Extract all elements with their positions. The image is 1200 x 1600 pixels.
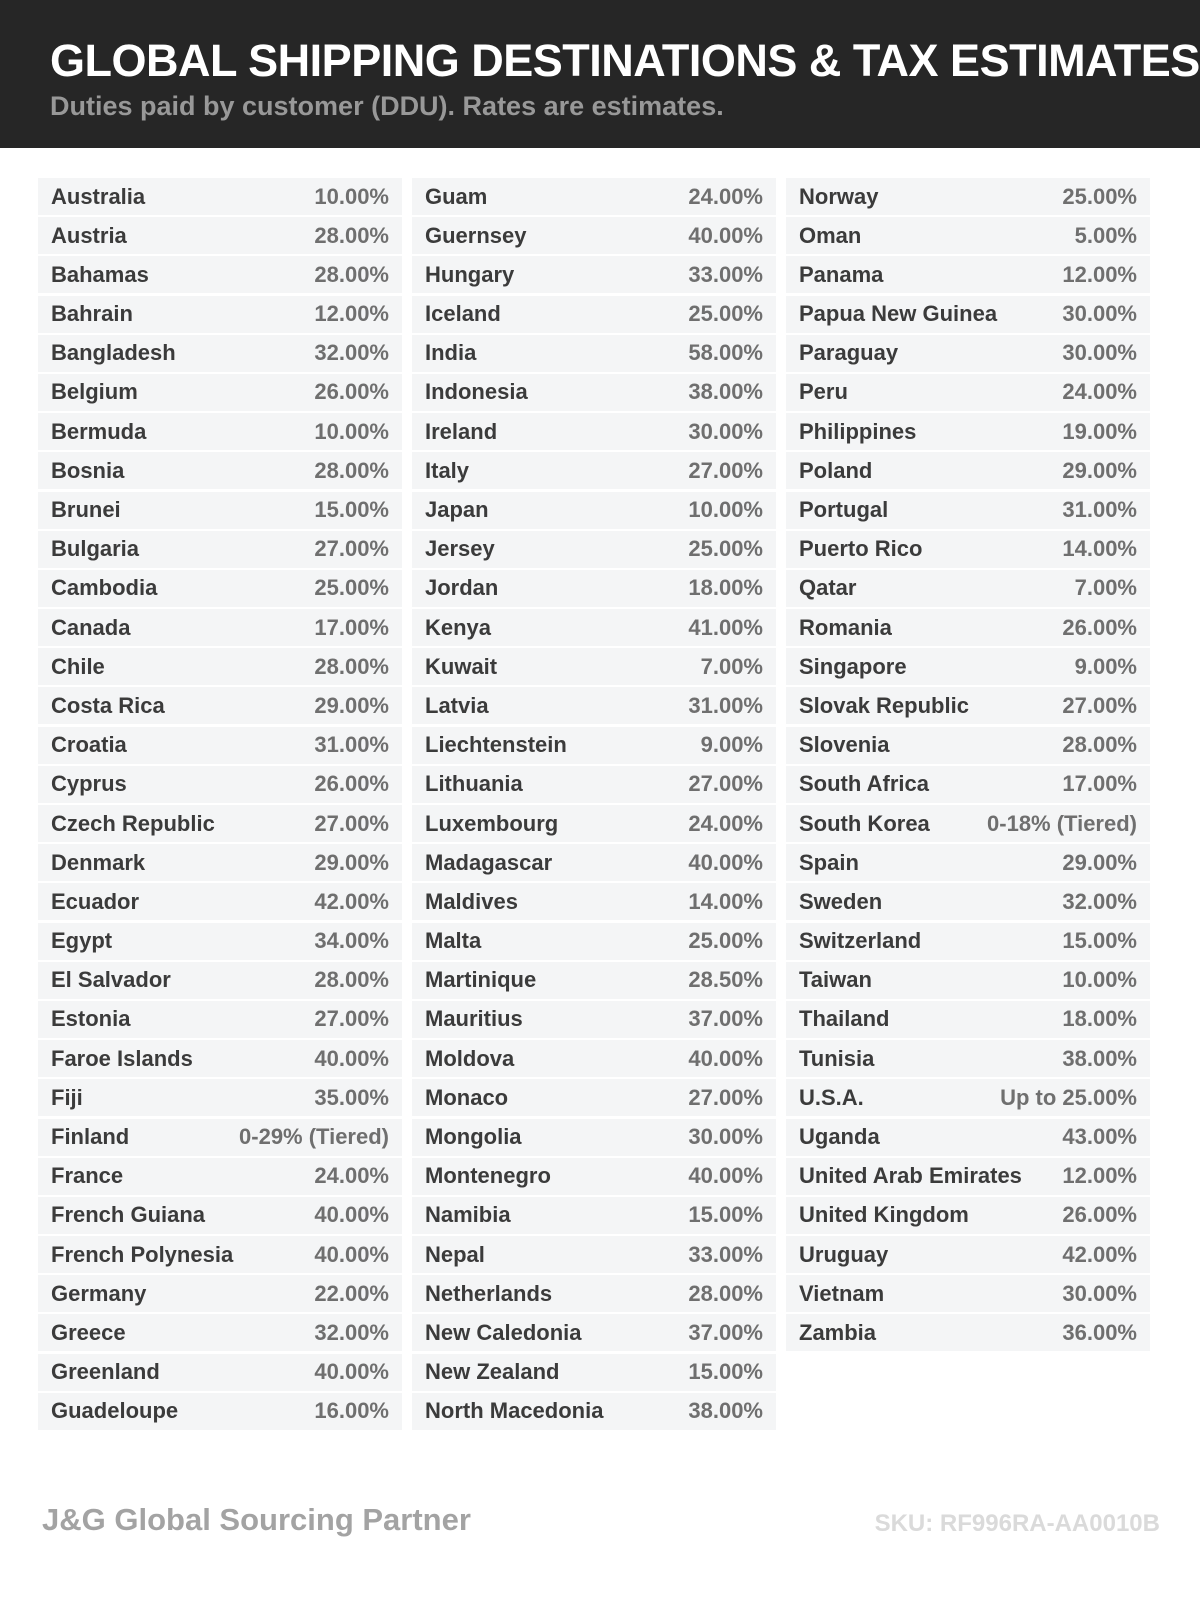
table-row xyxy=(786,609,1150,646)
country-name: Finland xyxy=(51,1124,130,1149)
table-row xyxy=(786,844,1150,881)
country-name: Tunisia xyxy=(799,1045,875,1071)
country-name: Netherlands xyxy=(425,1280,553,1306)
rate-value: 30.00% xyxy=(1062,301,1137,327)
country-name: Vietnam xyxy=(799,1280,885,1306)
rate-value: 27.00% xyxy=(314,536,389,562)
country-name: Norway xyxy=(799,183,879,209)
rate-value: 38.00% xyxy=(1062,1045,1137,1071)
rate-value: 26.00% xyxy=(1062,614,1137,640)
country-name: Hungary xyxy=(425,261,515,287)
rate-value: 10.00% xyxy=(1062,967,1137,993)
table-row xyxy=(412,1393,776,1430)
table-row xyxy=(38,687,402,724)
rate-value: 33.00% xyxy=(688,1241,763,1267)
country-name: Martinique xyxy=(425,967,537,993)
rate-value: 25.00% xyxy=(1062,183,1137,209)
table-row xyxy=(412,962,776,999)
rate-value: 27.00% xyxy=(314,1006,389,1032)
country-name: Greenland xyxy=(51,1359,160,1385)
country-name: French Polynesia xyxy=(51,1241,234,1267)
rate-value: 25.00% xyxy=(688,301,763,327)
country-name: Jordan xyxy=(425,575,499,601)
rate-value: 24.00% xyxy=(688,183,763,209)
table-row xyxy=(38,296,402,333)
table-row xyxy=(412,335,776,372)
rate-value: 15.00% xyxy=(314,497,389,522)
rate-value: 28.00% xyxy=(314,457,389,483)
country-name: Fiji xyxy=(51,1084,83,1110)
rate-value: 34.00% xyxy=(314,928,389,954)
country-name: Slovenia xyxy=(799,732,890,758)
rate-value: 41.00% xyxy=(688,614,763,640)
rates-column-3 xyxy=(786,178,1150,1432)
table-row xyxy=(786,570,1150,607)
table-row xyxy=(412,844,776,881)
table-row xyxy=(38,1354,402,1391)
table-row xyxy=(412,1079,776,1116)
country-name: Denmark xyxy=(51,849,146,875)
country-name: Singapore xyxy=(799,653,907,679)
country-name: Uganda xyxy=(799,1124,880,1149)
country-name: Bangladesh xyxy=(51,340,176,366)
rate-value: 31.00% xyxy=(314,732,389,758)
table-row xyxy=(412,1354,776,1391)
country-name: Guernsey xyxy=(425,222,527,248)
country-name: Estonia xyxy=(51,1006,131,1032)
table-row xyxy=(38,374,402,411)
country-name: Papua New Guinea xyxy=(799,301,998,327)
country-name: Slovak Republic xyxy=(799,692,969,718)
table-row xyxy=(786,296,1150,333)
sku-label: SKU: RF996RA-AA0010B xyxy=(874,1510,1160,1537)
country-name: Switzerland xyxy=(799,928,922,954)
rate-value: 26.00% xyxy=(314,771,389,797)
table-row xyxy=(786,413,1150,450)
rate-value: 12.00% xyxy=(1062,261,1137,287)
rate-value: 32.00% xyxy=(1062,888,1137,914)
brand-name: J&G Global Sourcing Partner xyxy=(42,1502,471,1537)
country-name: South Korea xyxy=(799,810,930,836)
country-name: Qatar xyxy=(799,575,857,601)
country-name: Nepal xyxy=(425,1241,485,1267)
table-row xyxy=(412,727,776,764)
rate-value: 42.00% xyxy=(1062,1241,1137,1267)
country-name: Poland xyxy=(799,457,873,483)
table-row xyxy=(412,1314,776,1351)
rate-value: 32.00% xyxy=(314,1319,389,1345)
table-row xyxy=(412,687,776,724)
table-row xyxy=(412,648,776,685)
country-name: Panama xyxy=(799,261,884,287)
country-name: Maldives xyxy=(425,888,518,914)
country-name: India xyxy=(425,340,477,366)
rate-value: 25.00% xyxy=(688,928,763,954)
table-row xyxy=(38,962,402,999)
rate-value: 40.00% xyxy=(314,1359,389,1385)
rate-value: 14.00% xyxy=(1062,536,1137,562)
rates-column-1 xyxy=(38,178,402,1432)
country-name: Germany xyxy=(51,1280,147,1306)
rate-value: 24.00% xyxy=(688,810,763,836)
rate-value: 28.50% xyxy=(688,967,763,993)
country-name: Montenegro xyxy=(425,1163,551,1189)
table-row xyxy=(412,296,776,333)
table-row xyxy=(38,1158,402,1195)
rate-value: 29.00% xyxy=(314,692,389,718)
rate-value: 28.00% xyxy=(314,222,389,248)
rate-value: 9.00% xyxy=(1074,653,1137,679)
rate-value: 25.00% xyxy=(314,575,389,601)
country-name: Kuwait xyxy=(425,653,498,679)
rate-value: 0-29% (Tiered) xyxy=(239,1124,389,1149)
table-row xyxy=(38,452,402,489)
rate-value: 27.00% xyxy=(314,810,389,836)
table-row xyxy=(412,609,776,646)
rate-value: 10.00% xyxy=(314,183,389,209)
table-row xyxy=(786,1040,1150,1077)
rate-value: 58.00% xyxy=(688,340,763,366)
country-name: Guam xyxy=(425,183,488,209)
country-name: Zambia xyxy=(799,1319,877,1345)
country-name: Bermuda xyxy=(51,418,147,444)
rate-value: 28.00% xyxy=(314,653,389,679)
rate-value: 17.00% xyxy=(314,614,389,640)
rates-table xyxy=(38,178,1150,1432)
table-row xyxy=(412,413,776,450)
table-row xyxy=(412,452,776,489)
country-name: Spain xyxy=(799,849,859,875)
country-name: French Guiana xyxy=(51,1202,206,1228)
table-row xyxy=(786,1001,1150,1038)
country-name: Ecuador xyxy=(51,888,140,914)
table-row xyxy=(38,1314,402,1351)
rate-value: 40.00% xyxy=(688,222,763,248)
rates-column-2 xyxy=(412,178,776,1432)
country-name: Lithuania xyxy=(425,771,523,797)
rate-value: 29.00% xyxy=(1062,457,1137,483)
table-row xyxy=(786,883,1150,920)
rate-value: 25.00% xyxy=(688,536,763,562)
country-name: United Arab Emirates xyxy=(799,1163,1022,1189)
rate-value: 40.00% xyxy=(688,849,763,875)
rate-value: 37.00% xyxy=(688,1006,763,1032)
country-name: Kenya xyxy=(425,614,492,640)
country-name: Japan xyxy=(425,497,489,522)
table-row xyxy=(412,531,776,568)
rate-value: 28.00% xyxy=(314,967,389,993)
table-row xyxy=(412,217,776,254)
rate-value: 38.00% xyxy=(688,1398,763,1424)
rate-value: 7.00% xyxy=(1074,575,1137,601)
table-row xyxy=(38,335,402,372)
table-row xyxy=(412,1040,776,1077)
country-name: Belgium xyxy=(51,379,138,405)
country-name: Oman xyxy=(799,222,862,248)
country-name: Latvia xyxy=(425,692,489,718)
rate-value: 14.00% xyxy=(688,888,763,914)
rate-value: 40.00% xyxy=(314,1241,389,1267)
rate-value: 26.00% xyxy=(1062,1202,1137,1228)
country-name: Chile xyxy=(51,653,105,679)
country-name: Canada xyxy=(51,614,131,640)
table-row xyxy=(786,962,1150,999)
country-name: France xyxy=(51,1163,124,1189)
country-name: Bosnia xyxy=(51,457,125,483)
country-name: Bahrain xyxy=(51,301,133,327)
country-name: Cambodia xyxy=(51,575,158,601)
country-name: Peru xyxy=(799,379,848,405)
table-row xyxy=(412,1197,776,1234)
table-row xyxy=(786,1275,1150,1312)
table-row xyxy=(412,374,776,411)
rate-value: 36.00% xyxy=(1062,1319,1137,1345)
rate-value: 10.00% xyxy=(314,418,389,444)
country-name: Bahamas xyxy=(51,261,149,287)
table-row xyxy=(38,1393,402,1430)
rate-value: 27.00% xyxy=(688,771,763,797)
rate-value: 19.00% xyxy=(1062,418,1137,444)
rate-value: 15.00% xyxy=(688,1202,763,1228)
rate-value: 10.00% xyxy=(688,497,763,522)
table-row xyxy=(38,492,402,529)
rate-value: 24.00% xyxy=(314,1163,389,1189)
rate-value: 29.00% xyxy=(314,849,389,875)
table-row xyxy=(412,1119,776,1156)
country-name: Romania xyxy=(799,614,892,640)
country-name: Sweden xyxy=(799,888,883,914)
rate-value: 28.00% xyxy=(1062,732,1137,758)
country-name: Portugal xyxy=(799,497,889,522)
table-row xyxy=(38,805,402,842)
table-row xyxy=(38,1236,402,1273)
rate-value: 16.00% xyxy=(314,1398,389,1424)
table-row xyxy=(38,1079,402,1116)
country-name: Brunei xyxy=(51,497,121,522)
rate-value: 30.00% xyxy=(688,418,763,444)
country-name: Indonesia xyxy=(425,379,528,405)
rate-value: 30.00% xyxy=(1062,1280,1137,1306)
country-name: Jersey xyxy=(425,536,495,562)
table-row xyxy=(38,727,402,764)
country-name: Italy xyxy=(425,457,470,483)
table-row xyxy=(38,1119,402,1156)
table-row xyxy=(38,1040,402,1077)
country-name: New Zealand xyxy=(425,1359,560,1385)
page-title: GLOBAL SHIPPING DESTINATIONS & TAX ESTIMATES xyxy=(50,35,1200,86)
table-row xyxy=(786,1119,1150,1156)
table-row xyxy=(412,1158,776,1195)
country-name: Faroe Islands xyxy=(51,1045,193,1071)
country-name: Luxembourg xyxy=(425,810,559,836)
table-row xyxy=(412,883,776,920)
country-name: Guadeloupe xyxy=(51,1398,179,1424)
country-name: Puerto Rico xyxy=(799,536,923,562)
table-row xyxy=(38,766,402,803)
country-name: Australia xyxy=(51,183,146,209)
table-row xyxy=(786,1197,1150,1234)
table-row xyxy=(786,923,1150,960)
rate-value: 18.00% xyxy=(688,575,763,601)
rate-value: 30.00% xyxy=(1062,340,1137,366)
country-name: Monaco xyxy=(425,1084,509,1110)
country-name: Paraguay xyxy=(799,340,899,366)
country-name: Cyprus xyxy=(51,771,127,797)
table-row xyxy=(786,531,1150,568)
country-name: Moldova xyxy=(425,1045,515,1071)
rate-value: 30.00% xyxy=(688,1124,763,1149)
rate-value: 31.00% xyxy=(688,692,763,718)
table-row xyxy=(38,217,402,254)
table-row xyxy=(786,805,1150,842)
rate-value: 43.00% xyxy=(1062,1124,1137,1149)
rate-value: 18.00% xyxy=(1062,1006,1137,1032)
table-row xyxy=(786,648,1150,685)
footer xyxy=(42,1502,1160,1538)
rate-value: 33.00% xyxy=(688,261,763,287)
table-row xyxy=(412,766,776,803)
country-name: El Salvador xyxy=(51,967,171,993)
country-name: Greece xyxy=(51,1319,126,1345)
country-name: Czech Republic xyxy=(51,810,215,836)
country-name: New Caledonia xyxy=(425,1319,582,1345)
rate-value: 40.00% xyxy=(688,1045,763,1071)
country-name: Liechtenstein xyxy=(425,732,567,758)
country-name: Philippines xyxy=(799,418,917,444)
table-row xyxy=(412,923,776,960)
table-row xyxy=(38,413,402,450)
table-row xyxy=(412,805,776,842)
rate-value: 29.00% xyxy=(1062,849,1137,875)
country-name: Taiwan xyxy=(799,967,872,993)
rate-value: 35.00% xyxy=(314,1084,389,1110)
rate-value: 40.00% xyxy=(314,1045,389,1071)
table-row xyxy=(786,727,1150,764)
table-row xyxy=(412,1001,776,1038)
country-name: United Kingdom xyxy=(799,1202,969,1228)
rate-value: 9.00% xyxy=(700,732,763,758)
country-name: Thailand xyxy=(799,1006,890,1032)
rate-value: Up to 25.00% xyxy=(1000,1084,1137,1110)
country-name: Uruguay xyxy=(799,1241,889,1267)
table-row xyxy=(38,178,402,215)
country-name: Costa Rica xyxy=(51,692,165,718)
rate-value: 22.00% xyxy=(314,1280,389,1306)
table-row xyxy=(38,923,402,960)
table-row xyxy=(786,178,1150,215)
table-row xyxy=(412,1275,776,1312)
rate-value: 17.00% xyxy=(1062,771,1137,797)
rate-value: 12.00% xyxy=(1062,1163,1137,1189)
table-row xyxy=(786,766,1150,803)
table-row xyxy=(786,492,1150,529)
country-name: Malta xyxy=(425,928,482,954)
rate-value: 15.00% xyxy=(1062,928,1137,954)
country-name: Iceland xyxy=(425,301,501,327)
rate-value: 40.00% xyxy=(688,1163,763,1189)
table-row xyxy=(412,178,776,215)
table-row xyxy=(38,609,402,646)
table-row xyxy=(786,1158,1150,1195)
table-row xyxy=(38,1275,402,1312)
rate-value: 31.00% xyxy=(1062,497,1137,522)
table-row xyxy=(786,1079,1150,1116)
rate-value: 5.00% xyxy=(1074,222,1137,248)
rate-value: 12.00% xyxy=(314,301,389,327)
rate-value: 27.00% xyxy=(688,1084,763,1110)
table-row xyxy=(786,687,1150,724)
country-name: South Africa xyxy=(799,771,929,797)
rate-value: 26.00% xyxy=(314,379,389,405)
table-row xyxy=(38,1001,402,1038)
table-row xyxy=(786,335,1150,372)
country-name: Mauritius xyxy=(425,1006,523,1032)
rate-value: 28.00% xyxy=(688,1280,763,1306)
table-row xyxy=(38,844,402,881)
table-row xyxy=(38,883,402,920)
rate-value: 32.00% xyxy=(314,340,389,366)
country-name: U.S.A. xyxy=(799,1084,864,1110)
rate-value: 24.00% xyxy=(1062,379,1137,405)
table-row xyxy=(412,492,776,529)
header xyxy=(0,0,1200,148)
rate-value: 28.00% xyxy=(314,261,389,287)
table-row xyxy=(38,648,402,685)
table-row xyxy=(786,374,1150,411)
rate-value: 27.00% xyxy=(688,457,763,483)
country-name: Ireland xyxy=(425,418,498,444)
rate-value: 15.00% xyxy=(688,1359,763,1385)
rate-value: 27.00% xyxy=(1062,692,1137,718)
rate-value: 42.00% xyxy=(314,888,389,914)
country-name: Egypt xyxy=(51,928,113,954)
rate-value: 38.00% xyxy=(688,379,763,405)
table-row xyxy=(786,1236,1150,1273)
country-name: Austria xyxy=(51,222,127,248)
table-row xyxy=(38,531,402,568)
table-row xyxy=(412,256,776,293)
table-row xyxy=(38,570,402,607)
country-name: Croatia xyxy=(51,732,127,758)
table-row xyxy=(38,256,402,293)
table-row xyxy=(38,1197,402,1234)
country-name: Madagascar xyxy=(425,849,553,875)
table-row xyxy=(786,1314,1150,1351)
country-name: Mongolia xyxy=(425,1124,522,1149)
rate-value: 0-18% (Tiered) xyxy=(987,810,1137,836)
table-row xyxy=(412,1236,776,1273)
rate-value: 7.00% xyxy=(700,653,763,679)
country-name: North Macedonia xyxy=(425,1398,604,1424)
table-row xyxy=(786,452,1150,489)
rate-value: 40.00% xyxy=(314,1202,389,1228)
rate-value: 37.00% xyxy=(688,1319,763,1345)
page-subtitle: Duties paid by customer (DDU). Rates are estimates. xyxy=(50,91,724,121)
country-name: Namibia xyxy=(425,1202,511,1228)
table-row xyxy=(786,217,1150,254)
table-row xyxy=(786,256,1150,293)
table-row xyxy=(412,570,776,607)
country-name: Bulgaria xyxy=(51,536,140,562)
